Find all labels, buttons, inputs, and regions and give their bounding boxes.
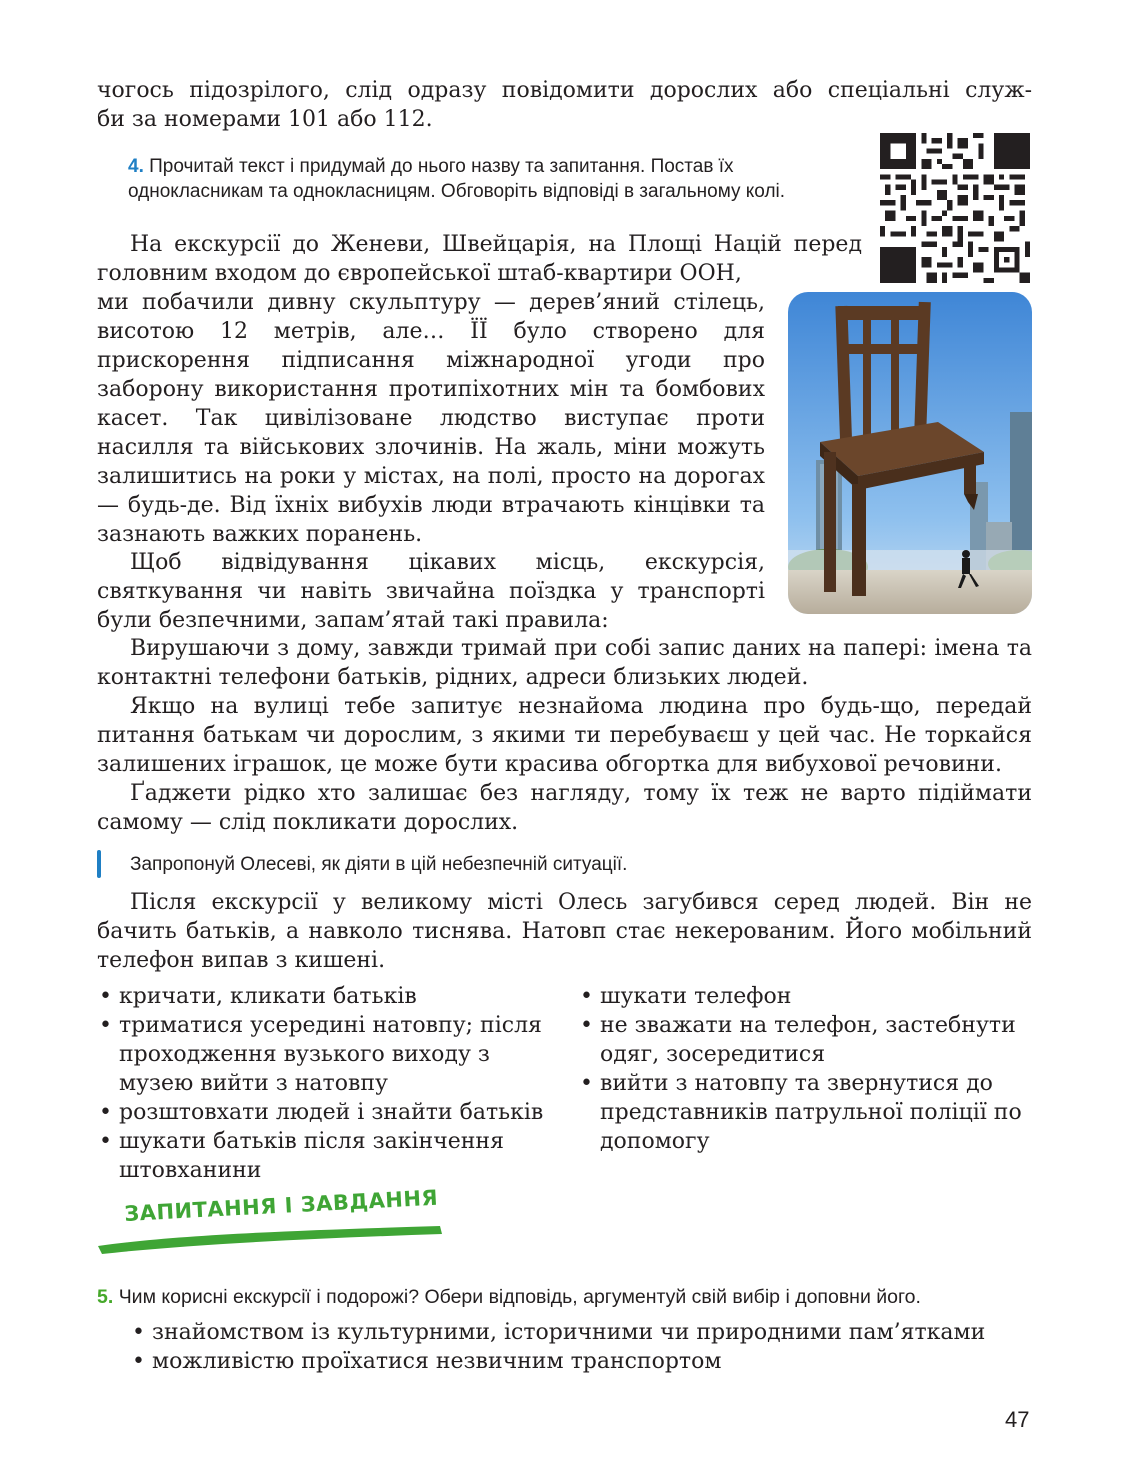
prompt-bar [97,850,101,878]
intro-line-1: чогось підозрілого, слід одразу повідомити дорослих або спеціальні служ- [97,78,1032,103]
task-5-text: Чим корисні екскурсії і подорожі? Обери відповідь, аргументуй свій вибір і доповни його. [118,1286,921,1308]
intro-text [97,76,1032,134]
broken-chair-illustration [788,292,1032,614]
page-number: 47 [1005,1407,1030,1432]
intro-line-2: би за номерами 101 або 112. [97,107,433,132]
story-rules [97,634,1032,837]
option-right-2: • не зважати на телефон, застебнути одяг, зосередитися [578,1011,1028,1069]
task-4-number: 4. [128,156,144,177]
task-5-number: 5. [97,1286,114,1308]
option-left-3: • розштовхати людей і знайти батьків [97,1098,557,1127]
task-5-item-1: • знайомством із культурними, історичними чи природними пам’ятками [130,1318,1030,1347]
story-p1-top: На екскурсії до Женеви, Швейцарія, на Площі Націй перед головним входом до європейської штаб-квартири ООН, [97,232,862,286]
section-title: ЗАПИТАННЯ І ЗАВДАННЯ [123,1185,439,1226]
task-5-list [130,1318,1030,1376]
section-underline [92,1222,447,1256]
story-p1: ми побачили дивну скульптуру — дерев’яний стілець, висотою 12 метрів, але… ЇЇ було створено для прискорення підписання міжнародної угоди про заборону використання протипіхотних мін та бомбових касет. Так цивілізоване людство виступає проти насилля та військових злочинів. На жаль, міни можуть залишитись на роки у містах, на полі, просто на дорогах — будь-де. Від їхніх вибухів люди втрачають кінцівки та зазнають важких поранень. [97,290,765,547]
story-p4: Якщо на вулиці тебе запитує незнайома людина про будь-що, передай питання батькам чи дорослим, з якими ти перебуваєш у цей час. Не торкайся залишених іграшок, це може бути красива обгортка для вибухової речовини. [97,694,1032,777]
task-4 [128,154,863,204]
qr-code-icon[interactable] [880,133,1030,283]
situation-text: Після екскурсії у великому місті Олесь загубився серед людей. Він не бачить батьків, а навколо тиснява. Натовп стає некерованим. Його мобільний телефон випав з кишені. [97,890,1032,973]
option-left-4: • шукати батьків після закінчення штовханини [97,1127,557,1185]
prompt-text: Запропонуй Олесеві, як діяти в цій небезпечній ситуації. [130,854,628,875]
task-5 [97,1285,1037,1310]
options-left-list [97,982,557,1185]
broken-chair-photo [788,292,1032,614]
story-p3: Вирушаючи з дому, завжди тримай при собі запис даних на папері: імена та контактні телефони батьків, рідних, адреси близьких людей. [97,636,1032,690]
task-5-item-2: • можливістю проїхатися незвичним транспортом [130,1347,1030,1376]
options-right-list [578,982,1028,1156]
option-left-1: • кричати, кликати батьків [97,982,557,1011]
option-right-3: • вийти з натовпу та звернутися до представників патрульної поліції по допомогу [578,1069,1028,1156]
option-left-2: • триматися усередині натовпу; після проходження вузького виходу з музею вийти з натовпу [97,1011,557,1098]
task-4-text: Прочитай текст і придумай до нього назву та запитання. Постав їх однокласникам та однокласницям. Обговоріть відповіді в загальному колі. [128,156,786,202]
story-p2: Щоб відвідування цікавих місць, екскурсія, святкування чи навіть звичайна поїздка у транспорті були безпечними, запам’ятай такі правила: [97,550,765,633]
story-p5: Ґаджети рідко хто залишає без нагляду, тому їх теж не варто підіймати самому — слід покликати дорослих. [97,781,1032,835]
option-right-1: • шукати телефон [578,982,1028,1011]
